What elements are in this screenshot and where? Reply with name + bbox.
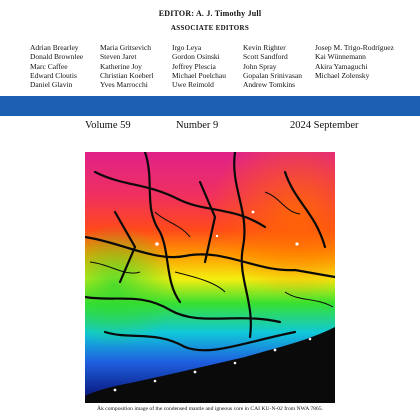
editor-name: Irgo Leya: [172, 43, 202, 52]
editor-name: Katherine Joy: [100, 61, 142, 71]
editor-column-3: [172, 43, 243, 89]
editor-name: Yves Marrocchi: [100, 80, 148, 90]
editor-name: Adrian Brearley: [30, 43, 79, 52]
editor-name: Daniel Glavin: [30, 80, 73, 90]
blue-title-band: [0, 96, 420, 116]
volume-label: Volume 59: [85, 120, 131, 131]
editor-column-5: [315, 43, 410, 89]
editor-name: Uwe Reimold: [172, 80, 214, 90]
editor-name: Kai Wünnemann: [315, 52, 366, 62]
associate-editors-list: [30, 43, 410, 89]
issue-line: [0, 120, 420, 134]
editor-name: Maria Gritsevich: [100, 43, 152, 52]
editor-name: Akira Yamaguchi: [315, 61, 368, 71]
editor-name: Jeffrey Plescia: [172, 61, 216, 71]
editor-name: Christian Koeberl: [100, 70, 154, 80]
editor-name: Scott Sandford: [243, 52, 288, 62]
editor-column-4: [243, 43, 315, 89]
editor-column-1: [30, 43, 100, 89]
editor-line: EDITOR: A. J. Timothy Jull: [158, 9, 262, 18]
editor-name: Marc Caffee: [30, 61, 68, 71]
issue-date: 2024 September: [290, 120, 359, 131]
editor-name: Donald Brownlee: [30, 52, 84, 62]
cover-caption: Åk composition image of the condensed mantle and igneous core in CAI KU-N-02 from NWA 7865.: [97, 406, 323, 412]
cover-image: [85, 152, 335, 403]
composition-map: [85, 152, 335, 403]
editor-name: Michael Poelchau: [172, 70, 226, 80]
editor-name: Andrew Tomkins: [243, 80, 296, 90]
editor-column-2: [100, 43, 172, 89]
editor-name: Steven Jaret: [100, 52, 137, 62]
editor-name: Josep M. Trigo-Rodríguez: [315, 43, 394, 52]
number-label: Number 9: [176, 120, 219, 131]
editor-name: John Spray: [243, 61, 277, 71]
editor-name: Edward Cloutis: [30, 70, 77, 80]
associate-editors-heading: ASSOCIATE EDITORS: [170, 24, 250, 32]
editor-name: Gopalan Srinivasan: [243, 70, 302, 80]
editor-name: Gordon Osinski: [172, 52, 220, 62]
editor-name: Kevin Righter: [243, 43, 286, 52]
editor-name: Michael Zolensky: [315, 70, 370, 80]
